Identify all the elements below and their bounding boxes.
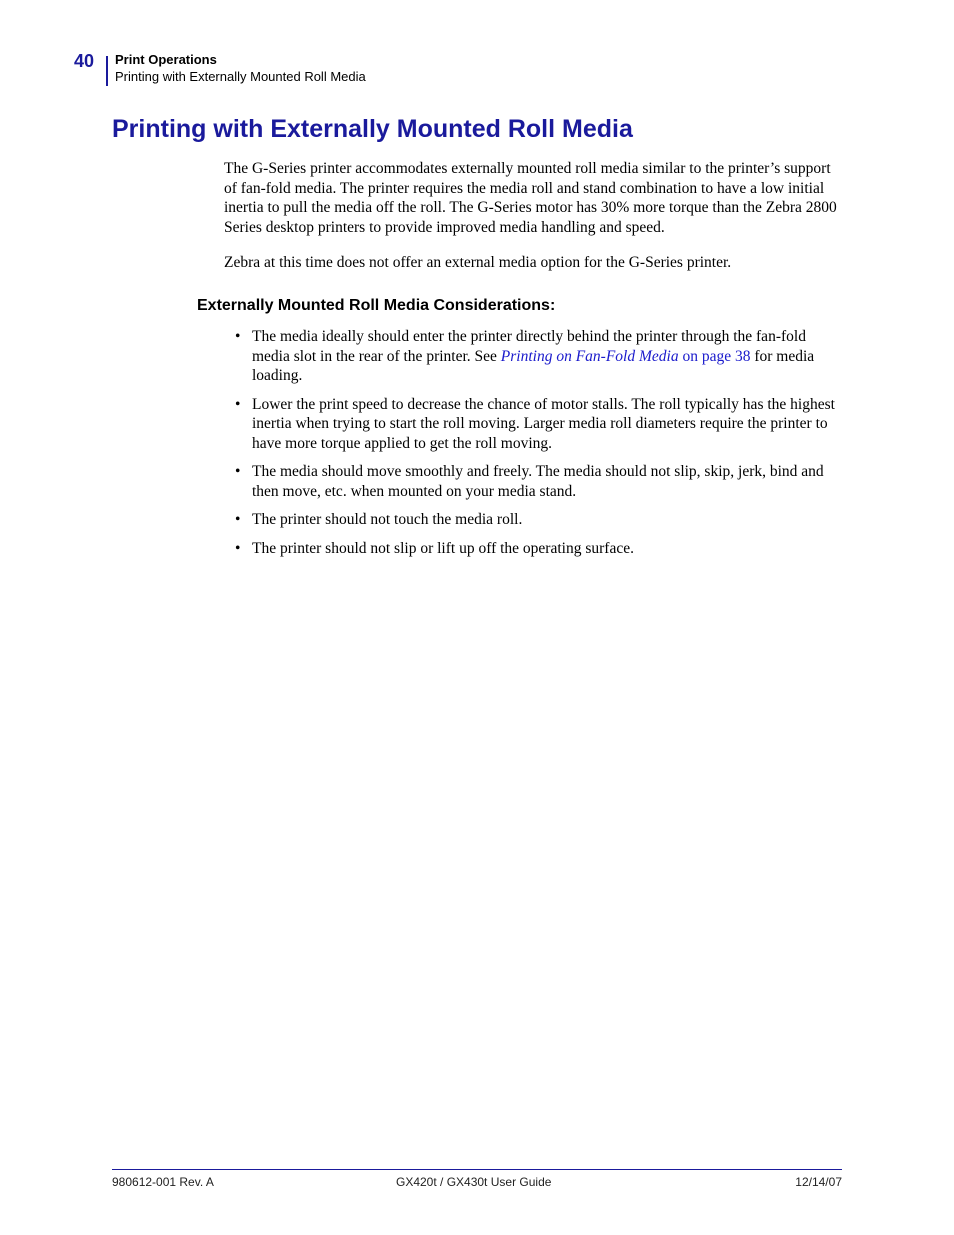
list-item (235, 395, 842, 454)
link-page: on page 38 (678, 347, 751, 365)
page-title: Printing with Externally Mounted Roll Media (112, 115, 633, 143)
footer-date: 12/14/07 (795, 1175, 842, 1189)
bullet-icon: • (235, 511, 241, 528)
bullet-icon: • (235, 328, 241, 345)
bullet-icon: • (235, 395, 241, 413)
running-header-chapter: Print Operations (115, 52, 217, 67)
footer-divider (112, 1169, 842, 1170)
fan-fold-media-link[interactable] (501, 348, 751, 365)
considerations-list (235, 327, 842, 567)
list-item-text: The media should move smoothly and freely. The media should not slip, skip, jerk, bind and then move, etc. when mounted on your media stand. (252, 463, 824, 500)
header-divider (106, 56, 108, 86)
link-title: Printing on Fan-Fold Media (500, 347, 679, 365)
list-item (235, 510, 842, 530)
list-item-text: The printer should not touch the media roll. (252, 511, 523, 528)
footer-part-number: 980612-001 Rev. A (112, 1175, 214, 1189)
list-item-text: The printer should not slip or lift up off the operating surface. (252, 539, 634, 557)
availability-paragraph: Zebra at this time does not offer an external media option for the G-Series printer. (224, 254, 732, 271)
list-item-text: Lower the print speed to decrease the chance of motor stalls. The roll typically has the highest inertia when trying to start the roll moving. Larger media roll diameters require the printer to have more torque applied to get the roll moving. (252, 395, 835, 452)
considerations-heading: Externally Mounted Roll Media Considerations: (197, 297, 556, 314)
page-number: 40 (74, 51, 95, 71)
list-item (235, 539, 842, 559)
list-item (235, 327, 842, 386)
footer-guide-title: GX420t / GX430t User Guide (396, 1175, 552, 1189)
list-item-text: The media ideally should enter the printer directly behind the printer through the fan-fold media slot in the rear of the printer. See (252, 328, 806, 365)
list-item (235, 462, 842, 501)
bullet-icon: • (235, 539, 241, 557)
intro-paragraph: The G-Series printer accommodates externally mounted roll media similar to the printer’s support of fan-fold media. The printer requires the media roll and stand combination to have a low initial inertia to pull the media off the roll. The G-Series motor has 30% more torque than the Zebra 2800 Series desktop printers to provide improved media handling and speed. (224, 160, 837, 236)
running-header-section: Printing with Externally Mounted Roll Media (115, 69, 366, 84)
list-item-text: for media loading. (252, 347, 815, 384)
bullet-icon: • (235, 463, 241, 480)
